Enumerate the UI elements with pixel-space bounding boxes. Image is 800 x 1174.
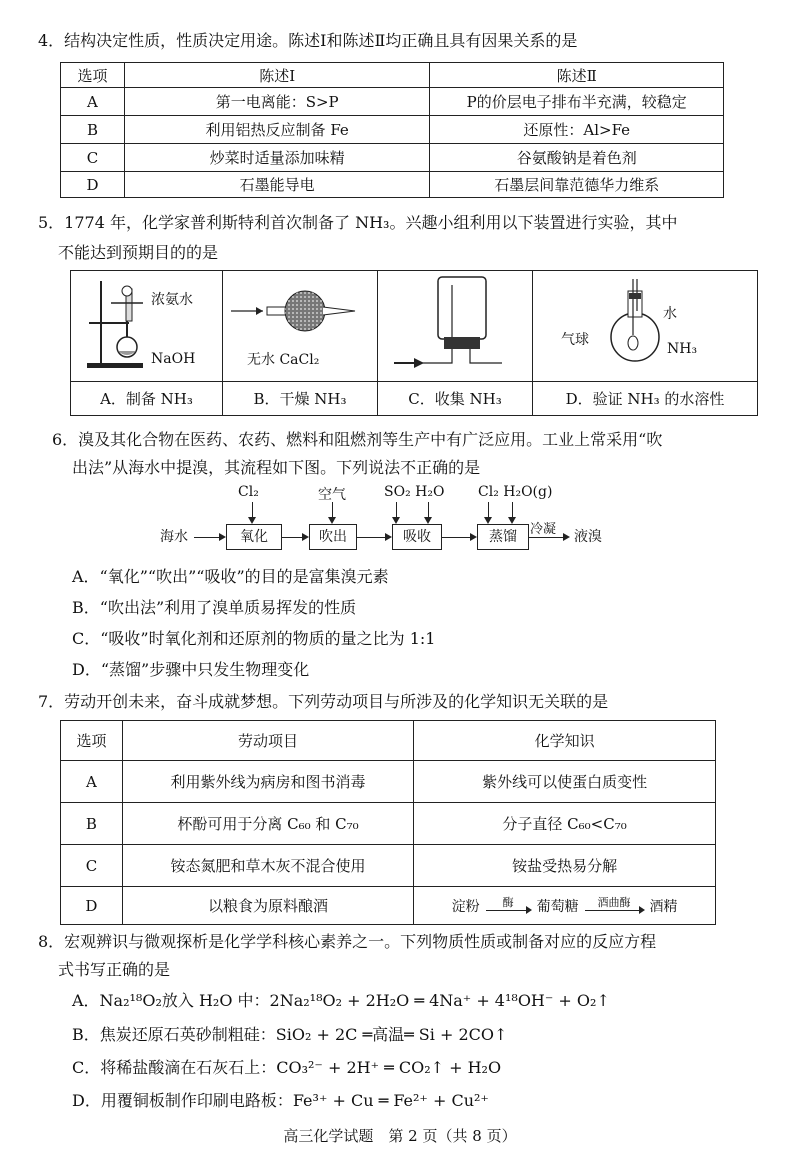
table-row: [61, 845, 716, 887]
q5-stem-line1: 5．1774 年，化学家普利斯特利首次制备了 NH₃。兴趣小组利用以下装置进行实验，其中: [38, 213, 678, 232]
q7-header-knowledge: 化学知识: [414, 721, 716, 761]
q7-cell: A: [61, 761, 123, 803]
q7-cell-d-chain: [414, 887, 716, 925]
q7-header-option: 选项: [61, 721, 123, 761]
table-row: [61, 803, 716, 845]
page-footer: 高三化学试题 第 2 页（共 8 页）: [283, 1127, 517, 1145]
flow-step-blowout: 吹出: [309, 524, 357, 550]
q4-cell: P的价层电子排布半充满，较稳定: [430, 88, 724, 116]
q8-option-c: C．将稀盐酸滴在石灰石上：CO₃²⁻ + 2H⁺ ═ CO₂↑ + H₂O: [72, 1058, 502, 1077]
q5-option-b: B．干燥 NH₃: [253, 390, 347, 408]
flow-step-oxidize: 氧化: [226, 524, 282, 550]
q8-stem-line1: 8．宏观辨识与微观探析是化学学科核心素养之一。下列物质性质或制备对应的反应方程: [38, 932, 657, 951]
q8-option-a: A．Na₂¹⁸O₂放入 H₂O 中：2Na₂¹⁸O₂ + 2H₂O ═ 4Na⁺ + 4¹⁸OH⁻ + O₂↑: [72, 991, 610, 1010]
q7-cell: C: [61, 845, 123, 887]
flow-condition-condense: 冷凝: [530, 522, 557, 537]
chain-starch: 淀粉: [451, 898, 480, 915]
label-water: 水: [663, 306, 677, 322]
q4-cell: A: [61, 88, 125, 116]
q4-cell: 谷氨酸钠是着色剂: [430, 144, 724, 172]
q4-header-stmt2: 陈述Ⅱ: [430, 63, 724, 88]
q4-cell: 还原性：Al>Fe: [430, 116, 724, 144]
q5-option-d: D．验证 NH₃ 的水溶性: [565, 390, 725, 408]
q4-cell: 利用铝热反应制备 Fe: [124, 116, 430, 144]
q4-cell: 石墨层间靠范德华力维系: [430, 172, 724, 198]
q7-cell: 紫外线可以使蛋白质变性: [414, 761, 716, 803]
q8-option-d: D．用覆铜板制作印刷电路板：Fe³⁺ + Cu ═ Fe²⁺ + Cu²⁺: [72, 1091, 489, 1110]
chain-yeast-enzyme: 酒曲酶: [597, 895, 631, 909]
q5-stem-line2: 不能达到预期目的的是: [58, 243, 219, 262]
q7-cell: 铵盐受热易分解: [414, 845, 716, 887]
flow-end: 液溴: [574, 529, 602, 545]
q5-figure-panel: [70, 270, 758, 416]
q7-table: [60, 720, 716, 925]
flow-start: 海水: [160, 529, 188, 545]
table-row: [61, 88, 724, 116]
chain-enzyme: 酶: [502, 895, 514, 909]
gas-collection-apparatus: [378, 271, 532, 381]
table-row: [61, 144, 724, 172]
q6-option-b: B．“吹出法”利用了溴单质易挥发的性质: [72, 598, 357, 617]
q7-cell: 分子直径 C₆₀<C₇₀: [414, 803, 716, 845]
q5-option-c: C．收集 NH₃: [408, 390, 502, 408]
table-row: [61, 887, 716, 925]
flow-input-3: SO₂ H₂O: [384, 484, 445, 500]
flow-input-1: Cl₂: [238, 484, 259, 500]
q6-flowchart: [0, 482, 800, 558]
flow-input-4: Cl₂ H₂O(g): [478, 484, 553, 500]
q8-option-b: B．焦炭还原石英砂制粗硅：SiO₂ + 2C ═高温═ Si + 2CO↑: [72, 1025, 508, 1044]
q5-option-a: A．制备 NH₃: [100, 390, 193, 408]
table-row: [61, 172, 724, 198]
fountain-experiment-apparatus: [533, 271, 757, 381]
flow-input-2: 空气: [318, 487, 346, 503]
ammonia-generator-apparatus: [71, 271, 221, 381]
q6-option-d: D．“蒸馏”步骤中只发生物理变化: [72, 660, 310, 679]
flow-step-distill: 蒸馏: [477, 524, 529, 550]
q7-stem: 7．劳动开创未来，奋斗成就梦想。下列劳动项目与所涉及的化学知识无关联的是: [38, 692, 609, 711]
q8-stem-line2: 式书写正确的是: [58, 960, 171, 979]
q7-cell: 利用紫外线为病房和图书消毒: [122, 761, 413, 803]
q6-stem-line2: 出法”从海水中提溴，其流程如下图。下列说法不正确的是: [72, 458, 481, 477]
q4-cell: 第一电离能：S>P: [124, 88, 430, 116]
q4-header-stmt1: 陈述Ⅰ: [124, 63, 430, 88]
table-row: [61, 116, 724, 144]
q6-option-a: A．“氧化”“吹出”“吸收”的目的是富集溴元素: [72, 567, 389, 586]
q7-cell: 杯酚可用于分离 C₆₀ 和 C₇₀: [122, 803, 413, 845]
flow-step-absorb: 吸收: [392, 524, 442, 550]
chain-alcohol: 酒精: [649, 898, 678, 915]
q7-cell: 铵态氮肥和草木灰不混合使用: [122, 845, 413, 887]
q4-cell: 炒菜时适量添加味精: [124, 144, 430, 172]
q7-cell: B: [61, 803, 123, 845]
q7-header-labor: 劳动项目: [122, 721, 413, 761]
chain-glucose: 葡萄糖: [536, 898, 579, 915]
q4-header-option: 选项: [61, 63, 125, 88]
label-nh3: NH₃: [667, 341, 698, 357]
q4-cell: C: [61, 144, 125, 172]
q4-table: [60, 62, 724, 198]
q4-cell: B: [61, 116, 125, 144]
q6-option-c: C．“吸收”时氧化剂和还原剂的物质的量之比为 1:1: [72, 629, 436, 648]
q4-stem: 4．结构决定性质，性质决定用途。陈述Ⅰ和陈述Ⅱ均正确且具有因果关系的是: [38, 31, 578, 50]
q7-cell: 以粮食为原料酿酒: [122, 887, 413, 925]
label-naoh: NaOH: [151, 351, 196, 367]
label-anhydrous-cacl2: 无水 CaCl₂: [247, 352, 320, 368]
q7-cell: D: [61, 887, 123, 925]
q4-cell: D: [61, 172, 125, 198]
label-conc-ammonia: 浓氨水: [151, 292, 193, 308]
q6-stem-line1: 6．溴及其化合物在医药、农药、燃料和阻燃剂等生产中有广泛应用。工业上常采用“吹: [52, 430, 663, 449]
label-balloon: 气球: [561, 332, 589, 348]
q4-cell: 石墨能导电: [124, 172, 430, 198]
table-row: [61, 761, 716, 803]
